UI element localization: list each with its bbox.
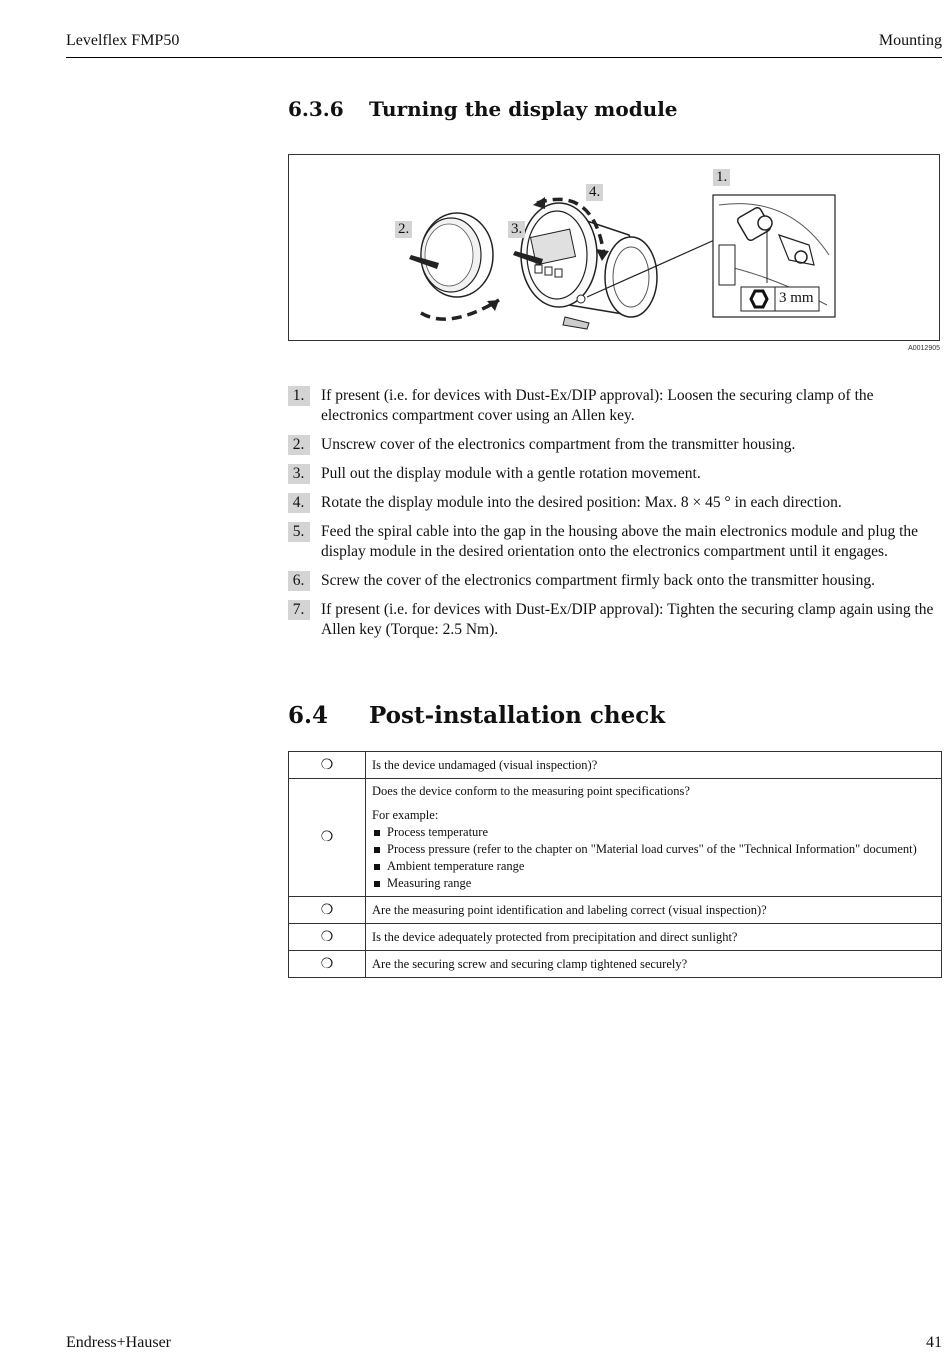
step-number: 4. [288,493,310,513]
table-row [289,897,942,924]
post-installation-checklist [288,751,942,978]
check-item-text: Are the securing screw and securing clamp tightened securely? [366,951,942,978]
bullet-list [372,824,935,892]
allen-key-size: 3 mm [779,290,814,306]
step-text: If present (i.e. for devices with Dust-Ex/DIP approval): Tighten the securing clamp again using the Allen key (Torque: 2.5 Nm). [321,601,934,638]
step-number: 5. [288,522,310,542]
checkbox-icon[interactable]: ❍ [289,752,366,779]
step-text: Pull out the display module with a gentle rotation movement. [321,465,701,482]
section-heading-636 [288,97,678,121]
list-item: Ambient temperature range [372,858,935,875]
step-number: 1. [288,386,310,406]
header-rule [66,57,942,58]
page-number: 41 [926,1334,942,1351]
housing-drawing [513,203,657,329]
table-row [289,924,942,951]
step-item [288,435,944,455]
figure-label-3: 3. [508,221,525,238]
step-item [288,522,944,562]
step-number: 2. [288,435,310,455]
list-item: Process pressure (refer to the chapter on "Material load curves" of the "Technical Information" document) [372,841,935,858]
step-item [288,493,944,513]
table-row [289,752,942,779]
step-item [288,571,944,591]
checkbox-icon[interactable]: ❍ [289,924,366,951]
list-item: Process temperature [372,824,935,841]
section-heading-64 [288,702,665,729]
header-chapter: Mounting [878,32,942,49]
step-text: Rotate the display module into the desired position: Max. 8 × 45 ° in each direction. [321,494,842,511]
instruction-steps [288,386,944,649]
step-number: 7. [288,600,310,620]
checkbox-icon[interactable]: ❍ [289,951,366,978]
check-item-text: Does the device conform to the measuring point specifications? [372,784,690,798]
footer-company: Endress+Hauser [66,1334,171,1351]
header-product: Levelflex FMP50 [66,32,180,49]
display-module-figure [288,154,940,341]
table-row [289,951,942,978]
check-item-text: Are the measuring point identification and labeling correct (visual inspection)? [366,897,942,924]
section-title: Post-installation check [369,702,666,729]
step-item [288,464,944,484]
figure-label-2: 2. [395,221,412,238]
step-text: If present (i.e. for devices with Dust-Ex/DIP approval): Loosen the securing clamp of the electronics compartment cover using an Allen key. [321,387,874,424]
check-item-text: Is the device adequately protected from precipitation and direct sunlight? [366,924,942,951]
step-text: Feed the spiral cable into the gap in the housing above the main electronics module and plug the display module in the desired orientation onto the electronics compartment until it engages. [321,523,919,560]
check-item-subtext: For example: [372,808,439,822]
section-title: Turning the display module [369,97,678,121]
checkbox-icon[interactable]: ❍ [289,897,366,924]
check-item-text: Is the device undamaged (visual inspection)? [366,752,942,779]
section-number: 6.4 [288,702,329,729]
step-number: 6. [288,571,310,591]
list-item: Measuring range [372,875,935,892]
step-number: 3. [288,464,310,484]
step-item [288,600,944,640]
section-number: 6.3.6 [288,97,344,121]
check-item-cell [366,779,942,897]
cover-drawing [409,213,493,297]
step-text: Unscrew cover of the electronics compartment from the transmitter housing. [321,436,796,453]
checkbox-icon[interactable]: ❍ [289,779,366,897]
figure-id: A0012905 [908,345,940,352]
table-row [289,779,942,897]
figure-label-1: 1. [713,169,730,186]
clamp-detail-drawing [713,195,835,317]
illustration [289,155,941,342]
step-item [288,386,944,426]
figure-label-4: 4. [586,184,603,201]
step-text: Screw the cover of the electronics compartment firmly back onto the transmitter housing. [321,572,875,589]
